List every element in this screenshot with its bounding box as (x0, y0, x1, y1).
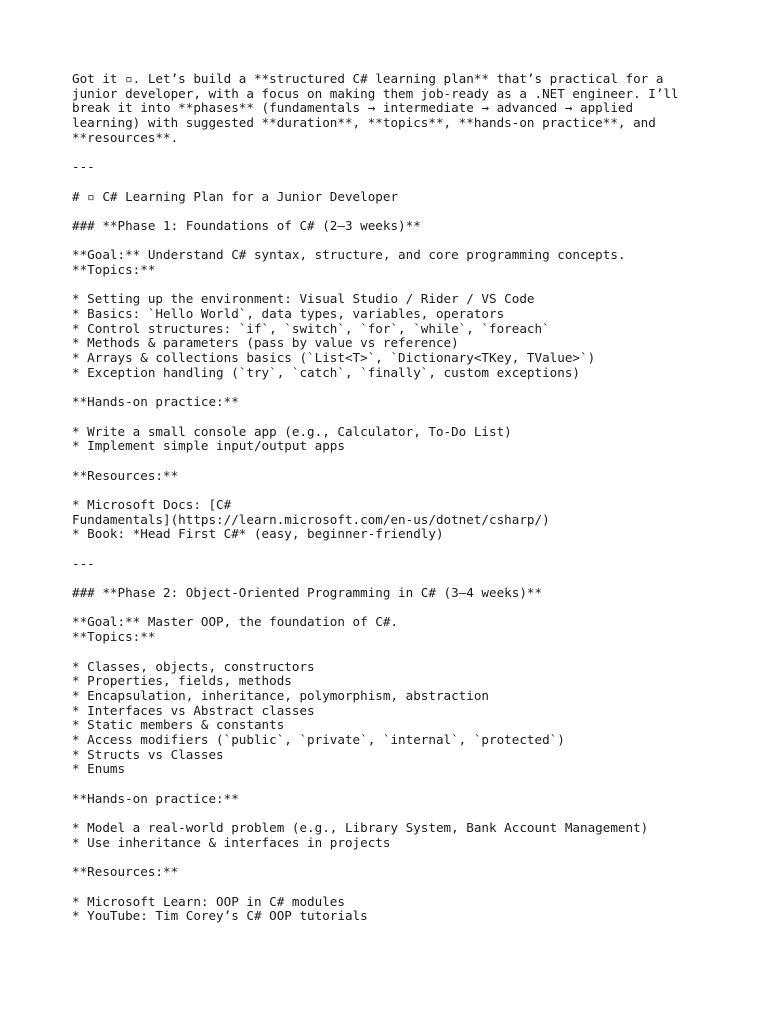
resource-link[interactable]: Fundamentals](https://learn.microsoft.com/en-us/dotnet/csharp/) (72, 511, 550, 527)
intro-line: Got it ▫. Let’s build a **structured C# learning plan** that’s practical for a (72, 71, 664, 86)
horizontal-rule: --- (72, 555, 95, 571)
intro-line: **resources**. (72, 129, 179, 145)
list-item: * Exception handling (`try`, `catch`, `finally`, custom exceptions) (72, 364, 580, 380)
list-item: * Enums (72, 761, 126, 777)
list-item: * Methods & parameters (pass by value vs reference) (72, 335, 459, 351)
list-item: * Interfaces vs Abstract classes (72, 702, 315, 718)
document-body (72, 72, 712, 924)
phase-1-topics-label: **Topics:** (72, 261, 156, 277)
blank-line (72, 454, 712, 469)
list-item: * Use inheritance & interfaces in projects (72, 834, 391, 850)
phase-1-heading: ### **Phase 1: Foundations of C# (2–3 weeks)** (72, 217, 421, 233)
phase-1-goal: **Goal:** Understand C# syntax, structure, and core programming concepts. (72, 247, 626, 263)
list-item: * Properties, fields, methods (72, 673, 292, 689)
document-title: # ▫ C# Learning Plan for a Junior Developer (72, 188, 399, 204)
blank-line (72, 380, 712, 395)
list-item: * Model a real-world problem (e.g., Library System, Bank Account Management) (72, 820, 649, 836)
blank-line (72, 850, 712, 865)
phase-1-practice-label: **Hands-on practice:** (72, 394, 239, 410)
intro-line: junior developer, with a focus on making them job-ready as a .NET engineer. I’ll (72, 85, 679, 101)
blank-line (72, 204, 712, 219)
list-item: * Structs vs Classes (72, 746, 224, 762)
list-item: * Microsoft Learn: OOP in C# modules (72, 893, 345, 909)
list-item: * Control structures: `if`, `switch`, `for`, `while`, `foreach` (72, 320, 550, 336)
horizontal-rule: --- (72, 159, 95, 175)
blank-line (72, 601, 712, 616)
list-item: * Book: *Head First C#* (easy, beginner-friendly) (72, 526, 444, 542)
list-item: * Setting up the environment: Visual Studio / Rider / VS Code (72, 291, 535, 307)
intro-line: learning) with suggested **duration**, **topics**, **hands-on practice**, and (72, 115, 656, 131)
phase-2-practice-label: **Hands-on practice:** (72, 790, 239, 806)
list-item: * Arrays & collections basics (`List<T>`, `Dictionary<TKey, TValue>`) (72, 350, 596, 366)
list-item: * Microsoft Docs: [C# (72, 496, 232, 512)
blank-line (72, 145, 712, 160)
phase-2-resources-label: **Resources:** (72, 864, 179, 880)
list-item: * Classes, objects, constructors (72, 658, 315, 674)
blank-line (72, 777, 712, 792)
blank-line (72, 880, 712, 895)
list-item: * Access modifiers (`public`, `private`, `internal`, `protected`) (72, 731, 565, 747)
phase-2-topics-label: **Topics:** (72, 629, 156, 645)
intro-line: break it into **phases** (fundamentals → intermediate → advanced → applied (72, 100, 634, 116)
list-item: * Write a small console app (e.g., Calculator, To-Do List) (72, 423, 512, 439)
blank-line (72, 175, 712, 190)
list-item: * YouTube: Tim Corey’s C# OOP tutorials (72, 908, 368, 924)
blank-line (72, 542, 712, 557)
blank-line (72, 645, 712, 660)
blank-line (72, 410, 712, 425)
list-item: * Static members & constants (72, 717, 285, 733)
blank-line (72, 571, 712, 586)
blank-line (72, 234, 712, 249)
list-item: * Basics: `Hello World`, data types, variables, operators (72, 306, 505, 321)
list-item: * Encapsulation, inheritance, polymorphism, abstraction (72, 687, 490, 703)
blank-line (72, 483, 712, 498)
blank-line (72, 806, 712, 821)
list-item: * Implement simple input/output apps (72, 438, 345, 454)
phase-2-heading: ### **Phase 2: Object-Oriented Programming in C# (3–4 weeks)** (72, 585, 543, 601)
blank-line (72, 278, 712, 293)
phase-1-resources-label: **Resources:** (72, 467, 179, 483)
phase-2-goal: **Goal:** Master OOP, the foundation of C#. (72, 614, 399, 630)
